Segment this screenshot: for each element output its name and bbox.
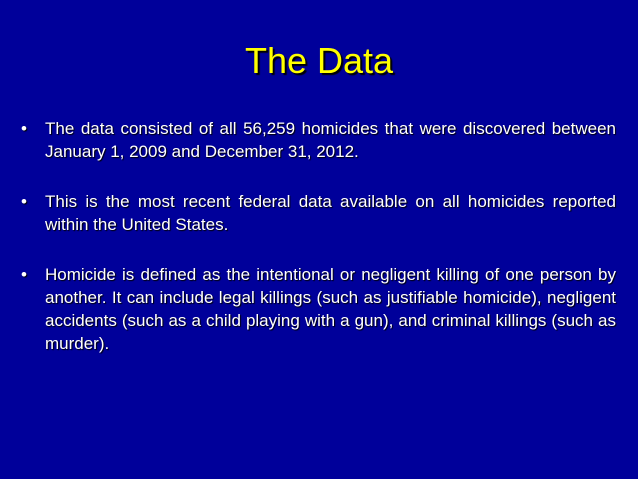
slide-title: The Data <box>244 40 394 81</box>
bullet-icon: • <box>21 265 27 284</box>
bullet-item <box>21 117 616 163</box>
bullet-icon: • <box>21 192 27 211</box>
bullet-text: This is the most recent federal data available on all homicides reported within the United States. <box>45 192 616 234</box>
bullet-text: The data consisted of all 56,259 homicides that were discovered between January 1, 2009 and December 31, 2012. <box>45 119 616 161</box>
bullet-item <box>21 263 616 355</box>
bullet-item <box>21 190 616 236</box>
bullet-icon: • <box>21 119 27 138</box>
bullet-list <box>21 117 616 382</box>
bullet-text: Homicide is defined as the intentional or negligent killing of one person by another. It can include legal killings (such as justifiable homicide), negligent accidents (such as a child playing with a gun), and criminal killings (such as murder). <box>45 265 616 353</box>
